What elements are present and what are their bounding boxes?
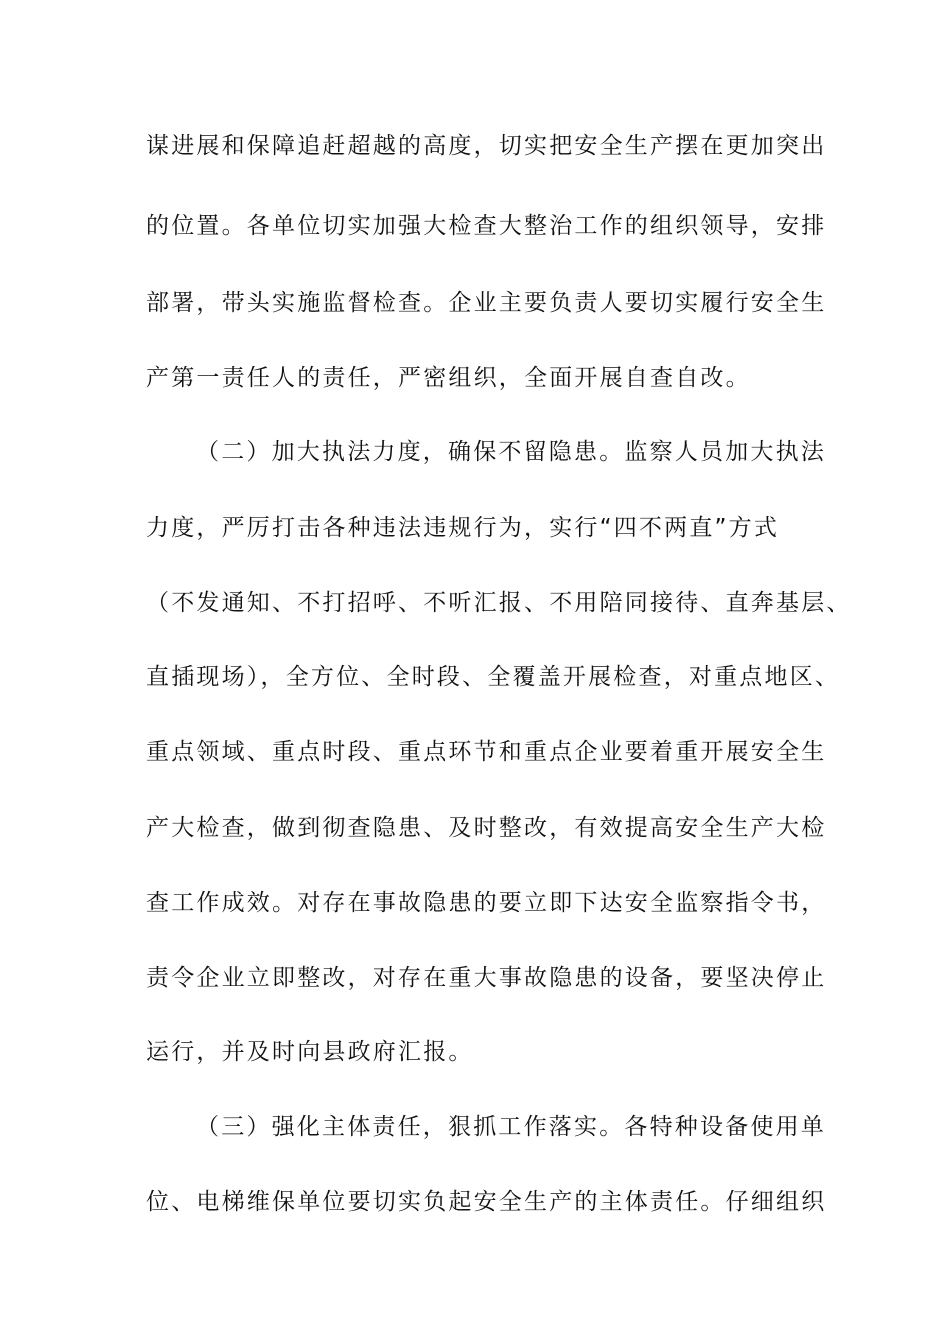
text-line: 直插现场），全方位、全时段、全覆盖开展检查，对重点地区、: [146, 664, 841, 690]
text-line: 部署，带头实施监督检查。企业主要负责人要切实履行安全生: [146, 290, 827, 316]
text-line: 产大检查，做到彻查隐患、及时整改，有效提高安全生产大检: [146, 815, 827, 841]
text-line: 的位置。各单位切实加强大检查大整治工作的组织领导，安排: [146, 213, 827, 239]
text-line: 谋进展和保障追赶超越的高度，切实把安全生产摆在更加突出: [146, 133, 827, 159]
section-heading-2: （二）加大执法力度，确保不留隐患。监察人员加大执法: [196, 439, 826, 465]
text-line: 力度，严厉打击各种违法违规行为，实行“四不两直”方式: [146, 515, 780, 541]
text-line: 位、电梯维保单位要切实负起安全生产的主体责任。仔细组织: [146, 1189, 827, 1215]
text-line: 产第一责任人的责任，严密组织，全面开展自查自改。: [146, 365, 751, 391]
text-line: （不发通知、不打招呼、不听汇报、不用陪同接待、直奔基层、: [146, 590, 852, 616]
text-line: 责令企业立即整改，对存在重大事故隐患的设备，要坚决停止: [146, 965, 827, 991]
text-line: 重点领域、重点时段、重点环节和重点企业要着重开展安全生: [146, 739, 827, 765]
text-line: 运行，并及时向县政府汇报。: [146, 1039, 474, 1065]
text-line: 查工作成效。对存在事故隐患的要立即下达安全监察指令书，: [146, 890, 827, 916]
section-heading-3: （三）强化主体责任，狠抓工作落实。各特种设备使用单: [196, 1114, 826, 1140]
